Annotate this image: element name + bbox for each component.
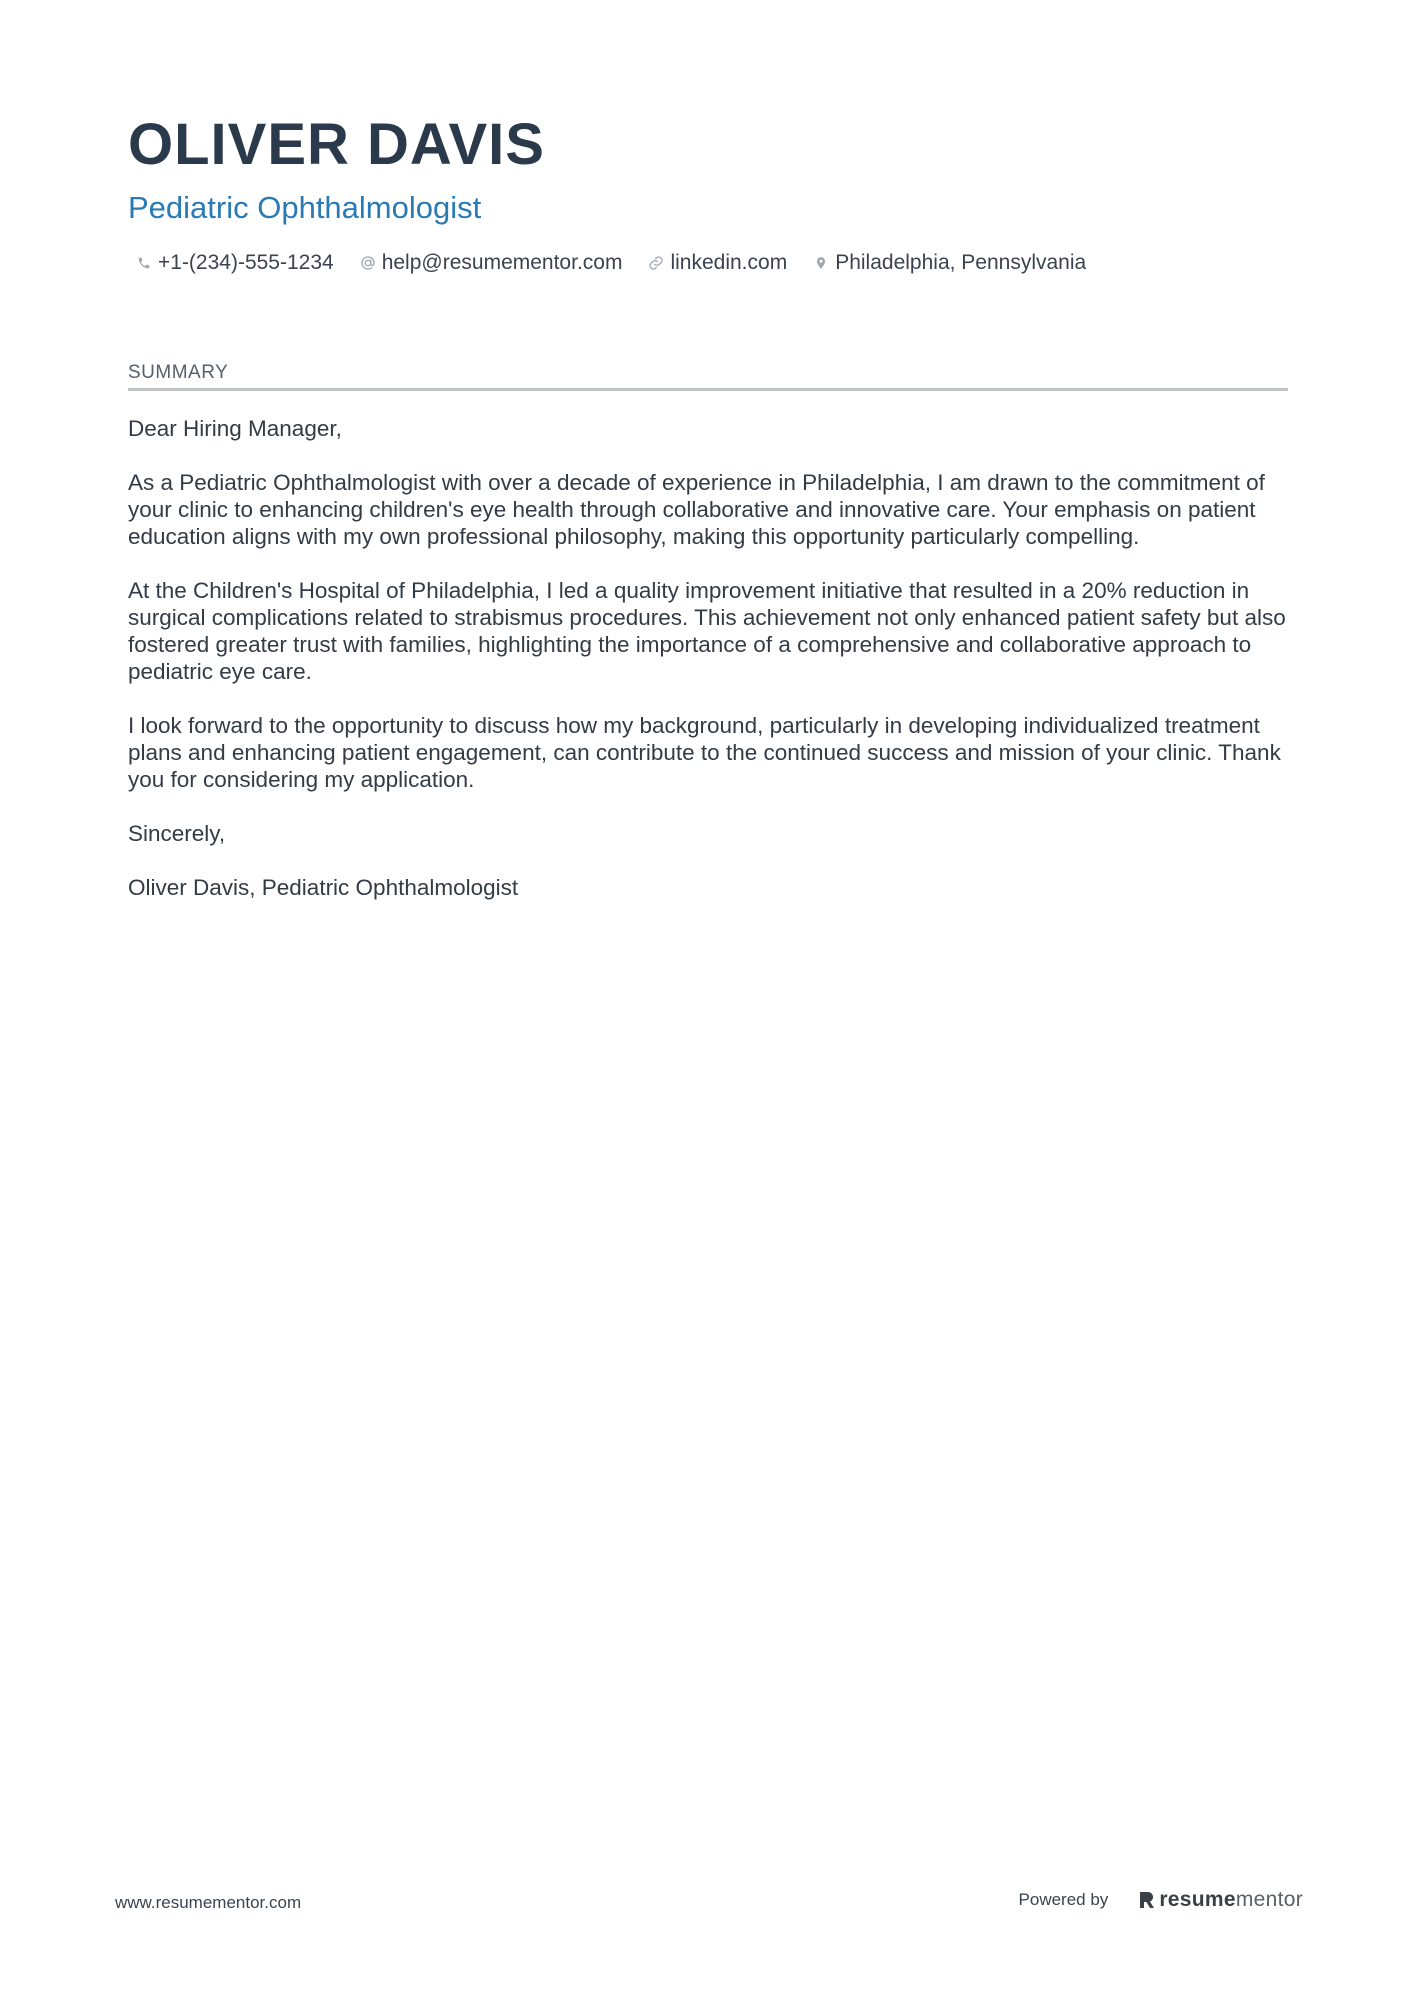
linkedin-text: linkedin.com [670, 251, 788, 274]
resumementor-logo-icon [1138, 1890, 1156, 1910]
location-text: Philadelphia, Pennsylvania [835, 251, 1087, 274]
footer-website[interactable]: www.resumementor.com [115, 1893, 302, 1912]
location-pin-icon [813, 255, 829, 271]
paragraph-2: At the Children's Hospital of Philadelphia, I led a quality improvement initiative that resulted in a 20% reduction in surgical complications related to strabismus procedures. This achievement not only enhanced patient safety but also fostered greater trust with families, highlighting the importance of a comprehensive and collaborative approach to pediatric eye care. [128, 578, 1286, 684]
closing: Sincerely, [128, 821, 226, 846]
contact-email [360, 251, 623, 275]
contact-linkedin [648, 251, 787, 275]
greeting: Dear Hiring Manager, [128, 416, 342, 441]
link-icon [648, 255, 664, 271]
header [128, 110, 1288, 278]
paragraph-3: I look forward to the opportunity to discuss how my background, particularly in developing individualized treatment plans and enhancing patient engagement, can contribute to the continued success and mission of your clinic. Thank you for considering my application. [128, 713, 1281, 792]
powered-by-text: Powered by [1018, 1890, 1109, 1909]
signature: Oliver Davis, Pediatric Ophthalmologist [128, 875, 519, 900]
at-icon [360, 255, 376, 271]
candidate-name: OLIVER DAVIS [128, 112, 545, 177]
phone-icon [136, 255, 152, 271]
footer-branding [1019, 1888, 1303, 1912]
brand-logo[interactable] [1138, 1888, 1303, 1912]
contact-location [813, 251, 1086, 275]
summary-heading: SUMMARY [128, 360, 1288, 391]
contact-bar [128, 248, 1288, 278]
phone-text: +1-(234)-555-1234 [158, 251, 334, 274]
letter-body [128, 415, 1293, 928]
paragraph-1: As a Pediatric Ophthalmologist with over a decade of experience in Philadelphia, I am drawn to the commitment of your clinic to enhancing children's eye health through collaborative and innovative care. Your emphasis on patient education aligns with my own professional philosophy, making this opportunity particularly compelling. [128, 470, 1265, 549]
email-text: help@resumementor.com [381, 251, 623, 274]
brand-name-light: mentor [1235, 1888, 1303, 1911]
candidate-role: Pediatric Ophthalmologist [128, 190, 482, 225]
contact-phone [128, 251, 334, 275]
brand-name-bold: resume [1159, 1888, 1236, 1911]
